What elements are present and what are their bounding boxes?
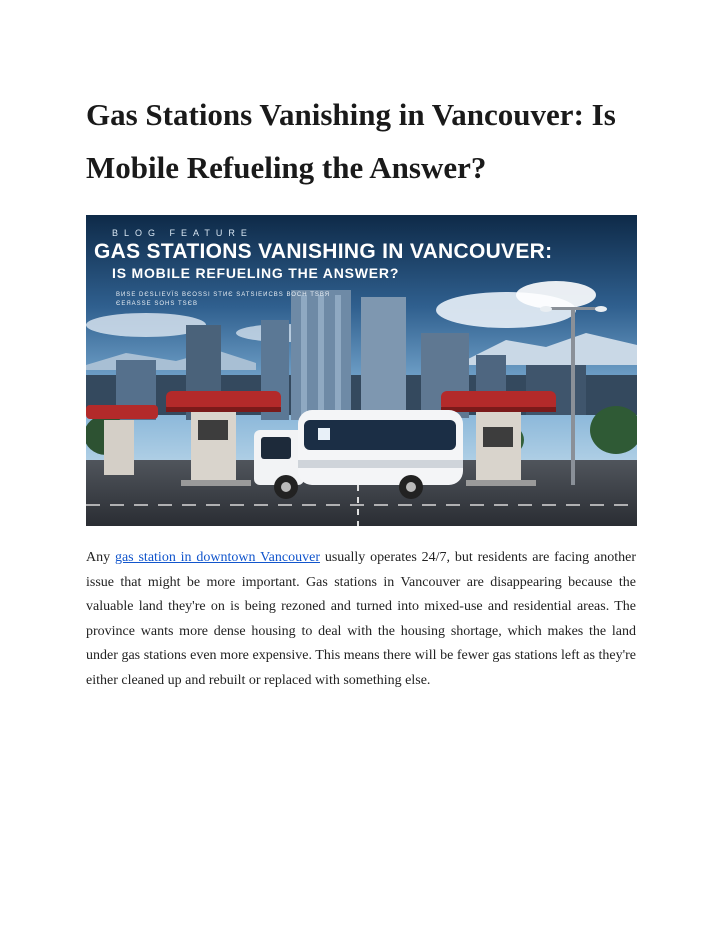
hero-fine-print: ВИЅЕ DЄЅLІЕVЇЅ ВЄОЅЅІ ЅТИЄ ЅАТЅІЕИСВЅ ВОСН ТЅВЯ ЄЕЯАЅЅЕ ЅОНЅ ТЅЄВ: [116, 292, 331, 307]
hero-kicker: BLOG FEATURE: [112, 228, 253, 238]
gas-station-link[interactable]: gas station in downtown Vancouver: [114, 550, 320, 565]
body-text-rest: usually operates 24/7, but residents are facing another issue that might be more important. Gas stations in Vancouver are disappearing because the valuable land they're on is being rezoned and turned into mixed-use and residential areas. The province wants more dense housing to deal with the housing shortage, which makes the land under gas stations even more expensive. This means there will be fewer gas stations left as they're either cleaned up and rebuilt or replaced with something else.: [86, 550, 636, 688]
hero-text-overlay: [86, 215, 637, 526]
body-text-start: Any: [86, 550, 115, 565]
hero-headline: GAS STATIONS VANISHING IN VANCOUVER:: [94, 240, 553, 263]
hero-subheadline: IS MOBILE REFUELING THE ANSWER?: [112, 265, 400, 281]
body-paragraph: [86, 546, 636, 693]
hero-image: [86, 215, 637, 526]
page-title: Gas Stations Vanishing in Vancouver: Is Mobile Refueling the Answer?: [86, 97, 616, 185]
